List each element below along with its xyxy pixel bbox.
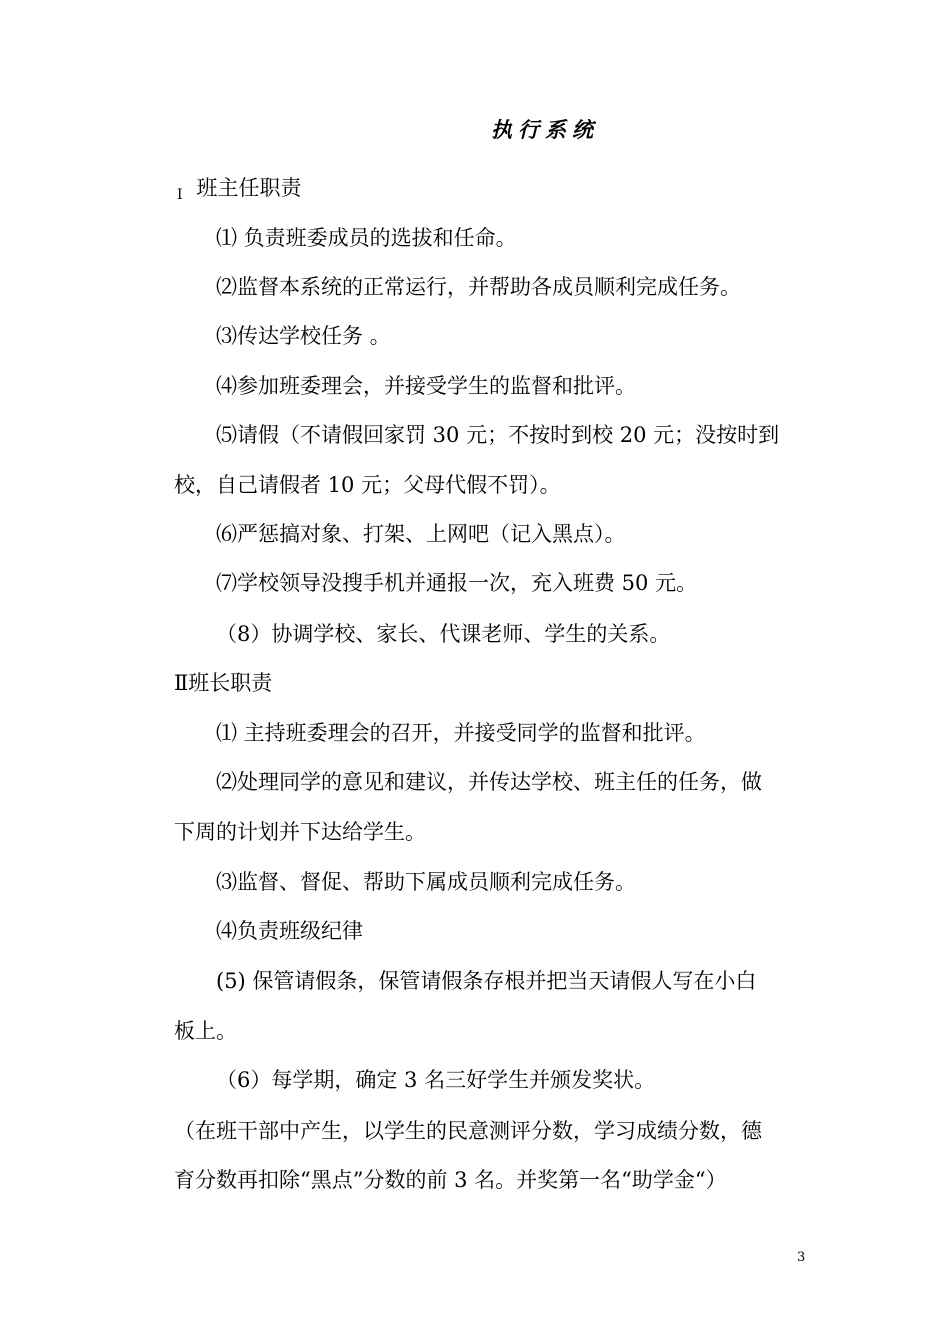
page-title: 执行系统 (491, 117, 599, 142)
section2-heading: Ⅱ班长职责 (174, 671, 273, 695)
section2-item-5b: 板上。 (174, 1019, 237, 1043)
section1-item-1: ⑴ 负责班委成员的选拔和任命。 (216, 226, 517, 250)
section1-item-7: ⑺学校领导没搜手机并通报一次，充入班费 50 元。 (216, 571, 698, 595)
section2-item-2a: ⑵处理同学的意见和建议，并传达学校、班主任的任务，做 (216, 770, 762, 794)
section2-note-line-1: （在班干部中产生，以学生的民意测评分数，学习成绩分数，德 (174, 1119, 762, 1143)
section1-item-8: （8）协调学校、家长、代课老师、学生的关系。 (216, 622, 671, 646)
section1-item-2: ⑵监督本系统的正常运行，并帮助各成员顺利完成任务。 (216, 275, 741, 299)
section1-item-3: ⑶传达学校任务 。 (216, 324, 391, 348)
section2-item-2b: 下周的计划并下达给学生。 (174, 820, 426, 844)
section1-item-6: ⑹严惩搞对象、打架、上网吧（记入黑点）。 (216, 522, 626, 546)
section1-item-4: ⑷参加班委理会，并接受学生的监督和批评。 (216, 374, 636, 398)
section2-item-4: ⑷负责班级纪律 (216, 919, 363, 943)
section1-heading-text: 班主任职责 (196, 176, 302, 200)
section1-heading (177, 174, 302, 205)
section1-roman-numeral: I (177, 187, 183, 203)
section1-item-5b: 校，自己请假者 10 元；父母代假不罚）。 (174, 473, 561, 497)
section2-note-line-2: 育分数再扣除“黑点”分数的前 3 名。并奖第一名“助学金“） (174, 1168, 727, 1192)
section2-item-5a: (5) 保管请假条，保管请假条存根并把当天请假人写在小白 (216, 969, 757, 993)
section2-item-1: ⑴ 主持班委理会的召开，并接受同学的监督和批评。 (216, 721, 706, 745)
page-number: 3 (797, 1250, 806, 1265)
section1-item-5a: ⑸请假（不请假回家罚 30 元；不按时到校 20 元；没按时到 (216, 423, 780, 447)
section2-item-6: （6）每学期，确定 3 名三好学生并颁发奖状。 (216, 1068, 656, 1092)
section2-item-3: ⑶监督、督促、帮助下属成员顺利完成任务。 (216, 870, 636, 894)
